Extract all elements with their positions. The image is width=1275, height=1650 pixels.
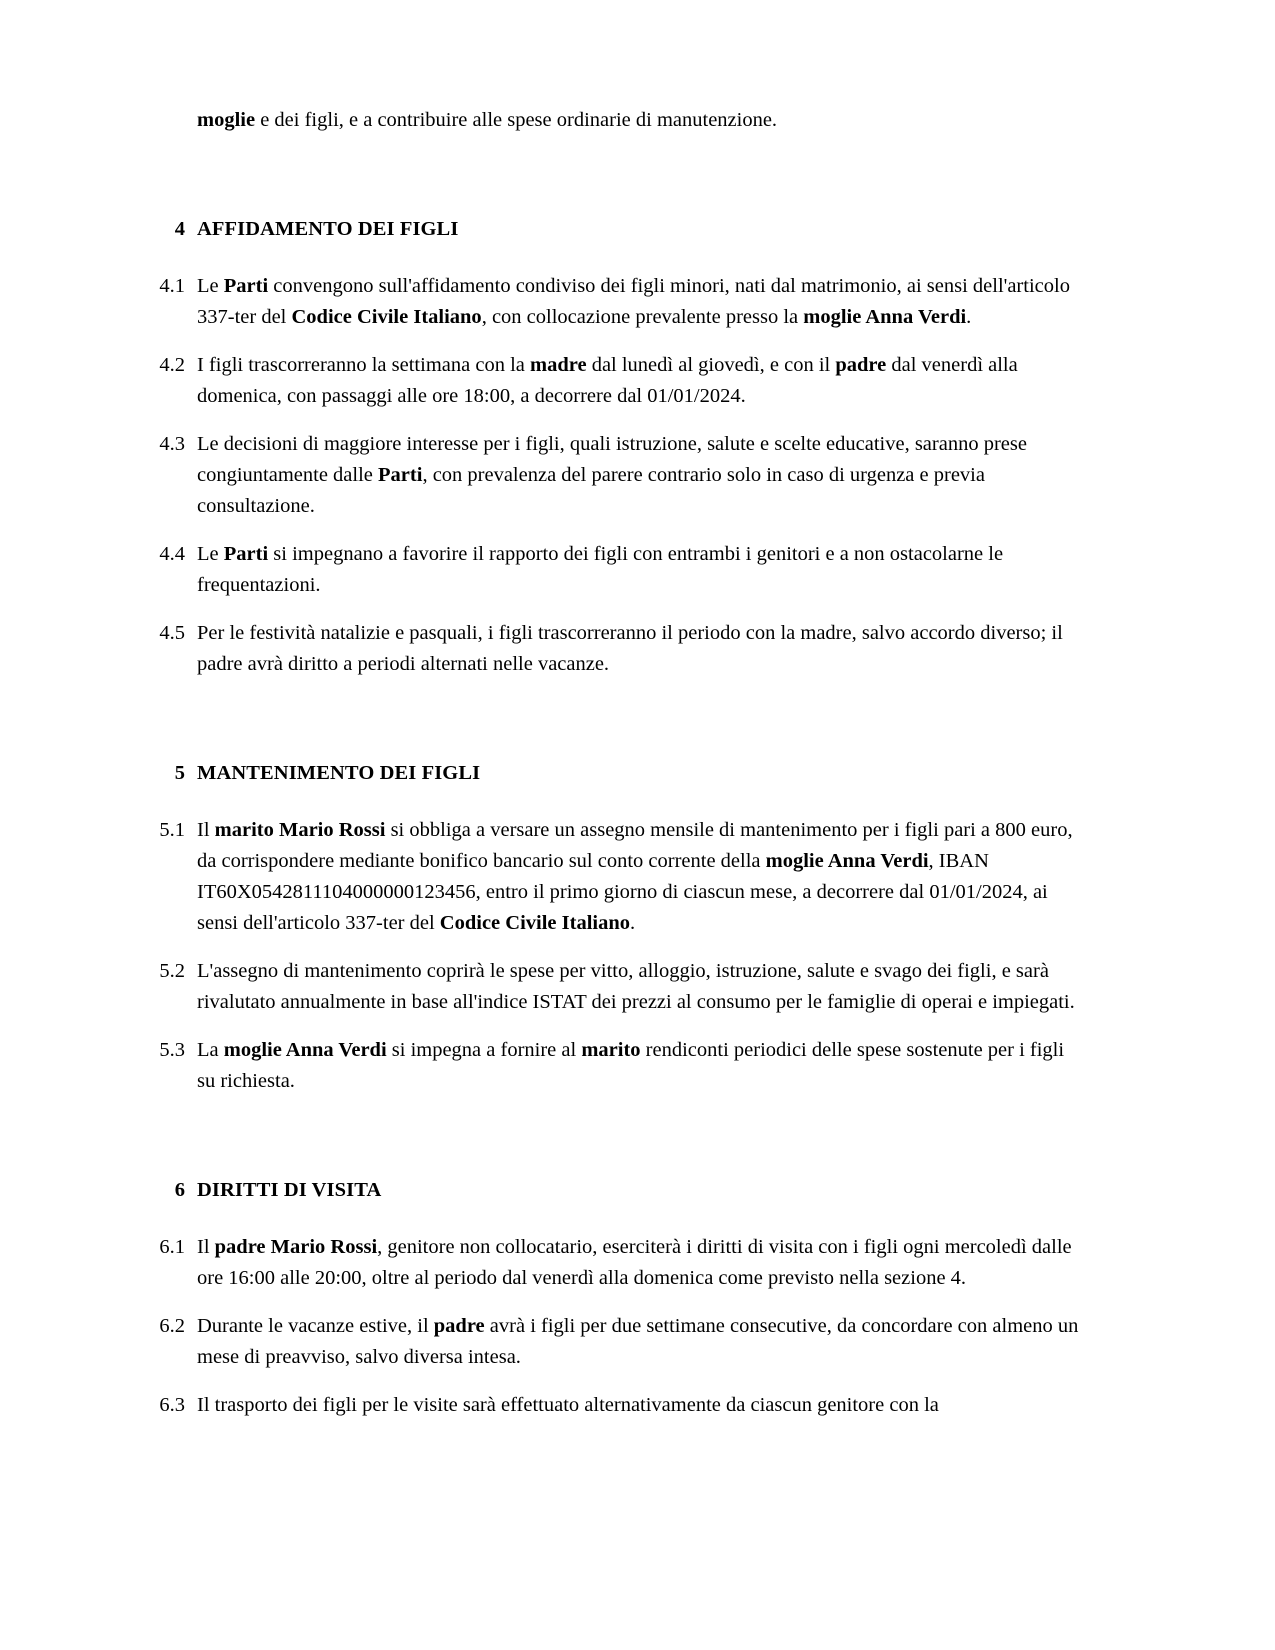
section-heading [140,758,1085,789]
clause-text-run: . [629,912,636,934]
clause-text [197,350,1085,412]
clause-row [140,956,1085,1018]
clause-text-run: , con collocazione prevalente presso la [481,306,804,328]
clause-emphasis: moglie Anna Verdi [765,850,929,872]
section-number: 6 [174,1179,185,1201]
clause-emphasis: padre [835,354,887,376]
clause-number: 4.3 [159,433,185,455]
clause-emphasis: Parti [223,275,269,297]
clause-emphasis: Parti [223,543,269,565]
clause-text-run: rendiconti periodici delle spese sostenute per i figli su richiesta. [197,1039,1065,1092]
clause-number: 5.2 [159,960,185,982]
clause-text-run: dal venerdì alla domenica, con passaggi alle ore 18:00, a decorrere dal 01/01/2024. [197,354,1018,407]
section-number: 4 [174,218,185,240]
section-heading [140,214,1085,245]
clause-text-run: si obbliga a versare un assegno mensile di mantenimento per i figli pari a 800 euro, da corrispondere mediante bonifico bancario sul conto corrente della [197,819,1073,872]
clause-row [140,618,1085,680]
clause-text-run: Le [197,543,224,565]
clause-text [197,271,1085,333]
clause-text [197,539,1085,601]
clause-text-run: Le decisioni di maggiore interesse per i figli, quali istruzione, salute e scelte educative, saranno prese congiuntamente dalle [197,433,1027,486]
clause-text-run: L'assegno di mantenimento coprirà le spese per vitto, alloggio, istruzione, salute e svago dei figli, e sarà rivalutato annualmente in base all'indice ISTAT dei prezzi al consumo per le famiglie di operai e impiegati. [197,960,1075,1013]
clause-number: 4.5 [159,622,185,644]
clause-text-run: , IBAN IT60X0542811104000000123456, entro il primo giorno di ciascun mese, a decorrere dal 01/01/2024, ai sensi dell'articolo 337-ter del [197,850,1048,934]
clause-emphasis: Codice Civile Italiano [439,912,630,934]
clause-text [197,815,1085,939]
clause-number: 6.1 [159,1236,185,1258]
clause-row [140,1390,1085,1421]
clause-emphasis: padre Mario Rossi [214,1236,378,1258]
clause-row [140,1035,1085,1097]
clause-emphasis: padre [433,1315,485,1337]
clause-text-run: avrà i figli per due settimane consecutive, da concordare con almeno un mese di preavviso, salvo diversa intesa. [197,1315,1079,1368]
clause-text-run: La [197,1039,224,1061]
top-continuation-paragraph [197,105,1085,136]
clause-text [197,1390,1085,1421]
clause-text-run: I figli trascorreranno la settimana con la [197,354,530,376]
clause-emphasis: moglie Anna Verdi [803,306,967,328]
clause-text [197,618,1085,680]
clause-text [197,429,1085,522]
clause-emphasis: moglie Anna Verdi [223,1039,387,1061]
clause-text-run: Il [197,819,215,841]
clause-text-run: Le [197,275,224,297]
clause-text-run: , genitore non collocatario, eserciterà i diritti di visita con i figli ogni mercoledì dalle ore 16:00 alle 20:00, oltre al periodo dal venerdì alla domenica come previsto nella sezione 4. [197,1236,1072,1289]
clause-row [140,271,1085,333]
clause-number: 5.3 [159,1039,185,1061]
clause-emphasis: marito [581,1039,641,1061]
clause-text-run: Per le festività natalizie e pasquali, i figli trascorreranno il periodo con la madre, salvo accordo diverso; il padre avrà diritto a periodi alternati nelle vacanze. [197,622,1063,675]
top-continuation-rest: e dei figli, e a contribuire alle spese ordinarie di manutenzione. [255,109,778,131]
clause-number: 4.1 [159,275,185,297]
clause-text-run: convengono sull'affidamento condiviso dei figli minori, nati dal matrimonio, ai sensi dell'articolo 337-ter del [197,275,1070,328]
clause-text-run: , con prevalenza del parere contrario solo in caso di urgenza e previa consultazione. [197,464,985,517]
clause-number: 5.1 [159,819,185,841]
clause-text-run: si impegnano a favorire il rapporto dei figli con entrambi i genitori e a non ostacolarne le frequentazioni. [197,543,1004,596]
clause-text [197,1035,1085,1097]
clause-text-run: si impegna a fornire al [386,1039,582,1061]
clause-text-run: Il [197,1236,215,1258]
clause-text [197,1311,1085,1373]
clause-number: 6.2 [159,1315,185,1337]
clause-row [140,350,1085,412]
clause-text-run: Il trasporto dei figli per le visite sarà effettuato alternativamente da ciascun genitore con la [197,1394,939,1416]
section-title: AFFIDAMENTO DEI FIGLI [197,218,459,240]
clause-text [197,956,1085,1018]
clause-row [140,1232,1085,1294]
clause-emphasis: Parti [378,464,423,486]
clause-emphasis: Codice Civile Italiano [291,306,482,328]
top-continuation-lead-bold: moglie [197,109,256,131]
section-number: 5 [174,762,185,784]
clause-row [140,1311,1085,1373]
clause-text-run: dal lunedì al giovedì, e con il [586,354,836,376]
clause-number: 4.4 [159,543,185,565]
section-heading [140,1175,1085,1206]
sections-container [140,214,1085,1421]
clause-row [140,815,1085,939]
section-title: DIRITTI DI VISITA [197,1179,382,1201]
section-title: MANTENIMENTO DEI FIGLI [197,762,481,784]
clause-text [197,1232,1085,1294]
clause-emphasis: marito Mario Rossi [214,819,386,841]
clause-text-run: . [966,306,972,328]
clause-number: 4.2 [159,354,185,376]
clause-row [140,539,1085,601]
clause-text-run: Durante le vacanze estive, il [197,1315,434,1337]
clause-emphasis: madre [530,354,587,376]
clause-number: 6.3 [159,1394,185,1416]
clause-row [140,429,1085,522]
